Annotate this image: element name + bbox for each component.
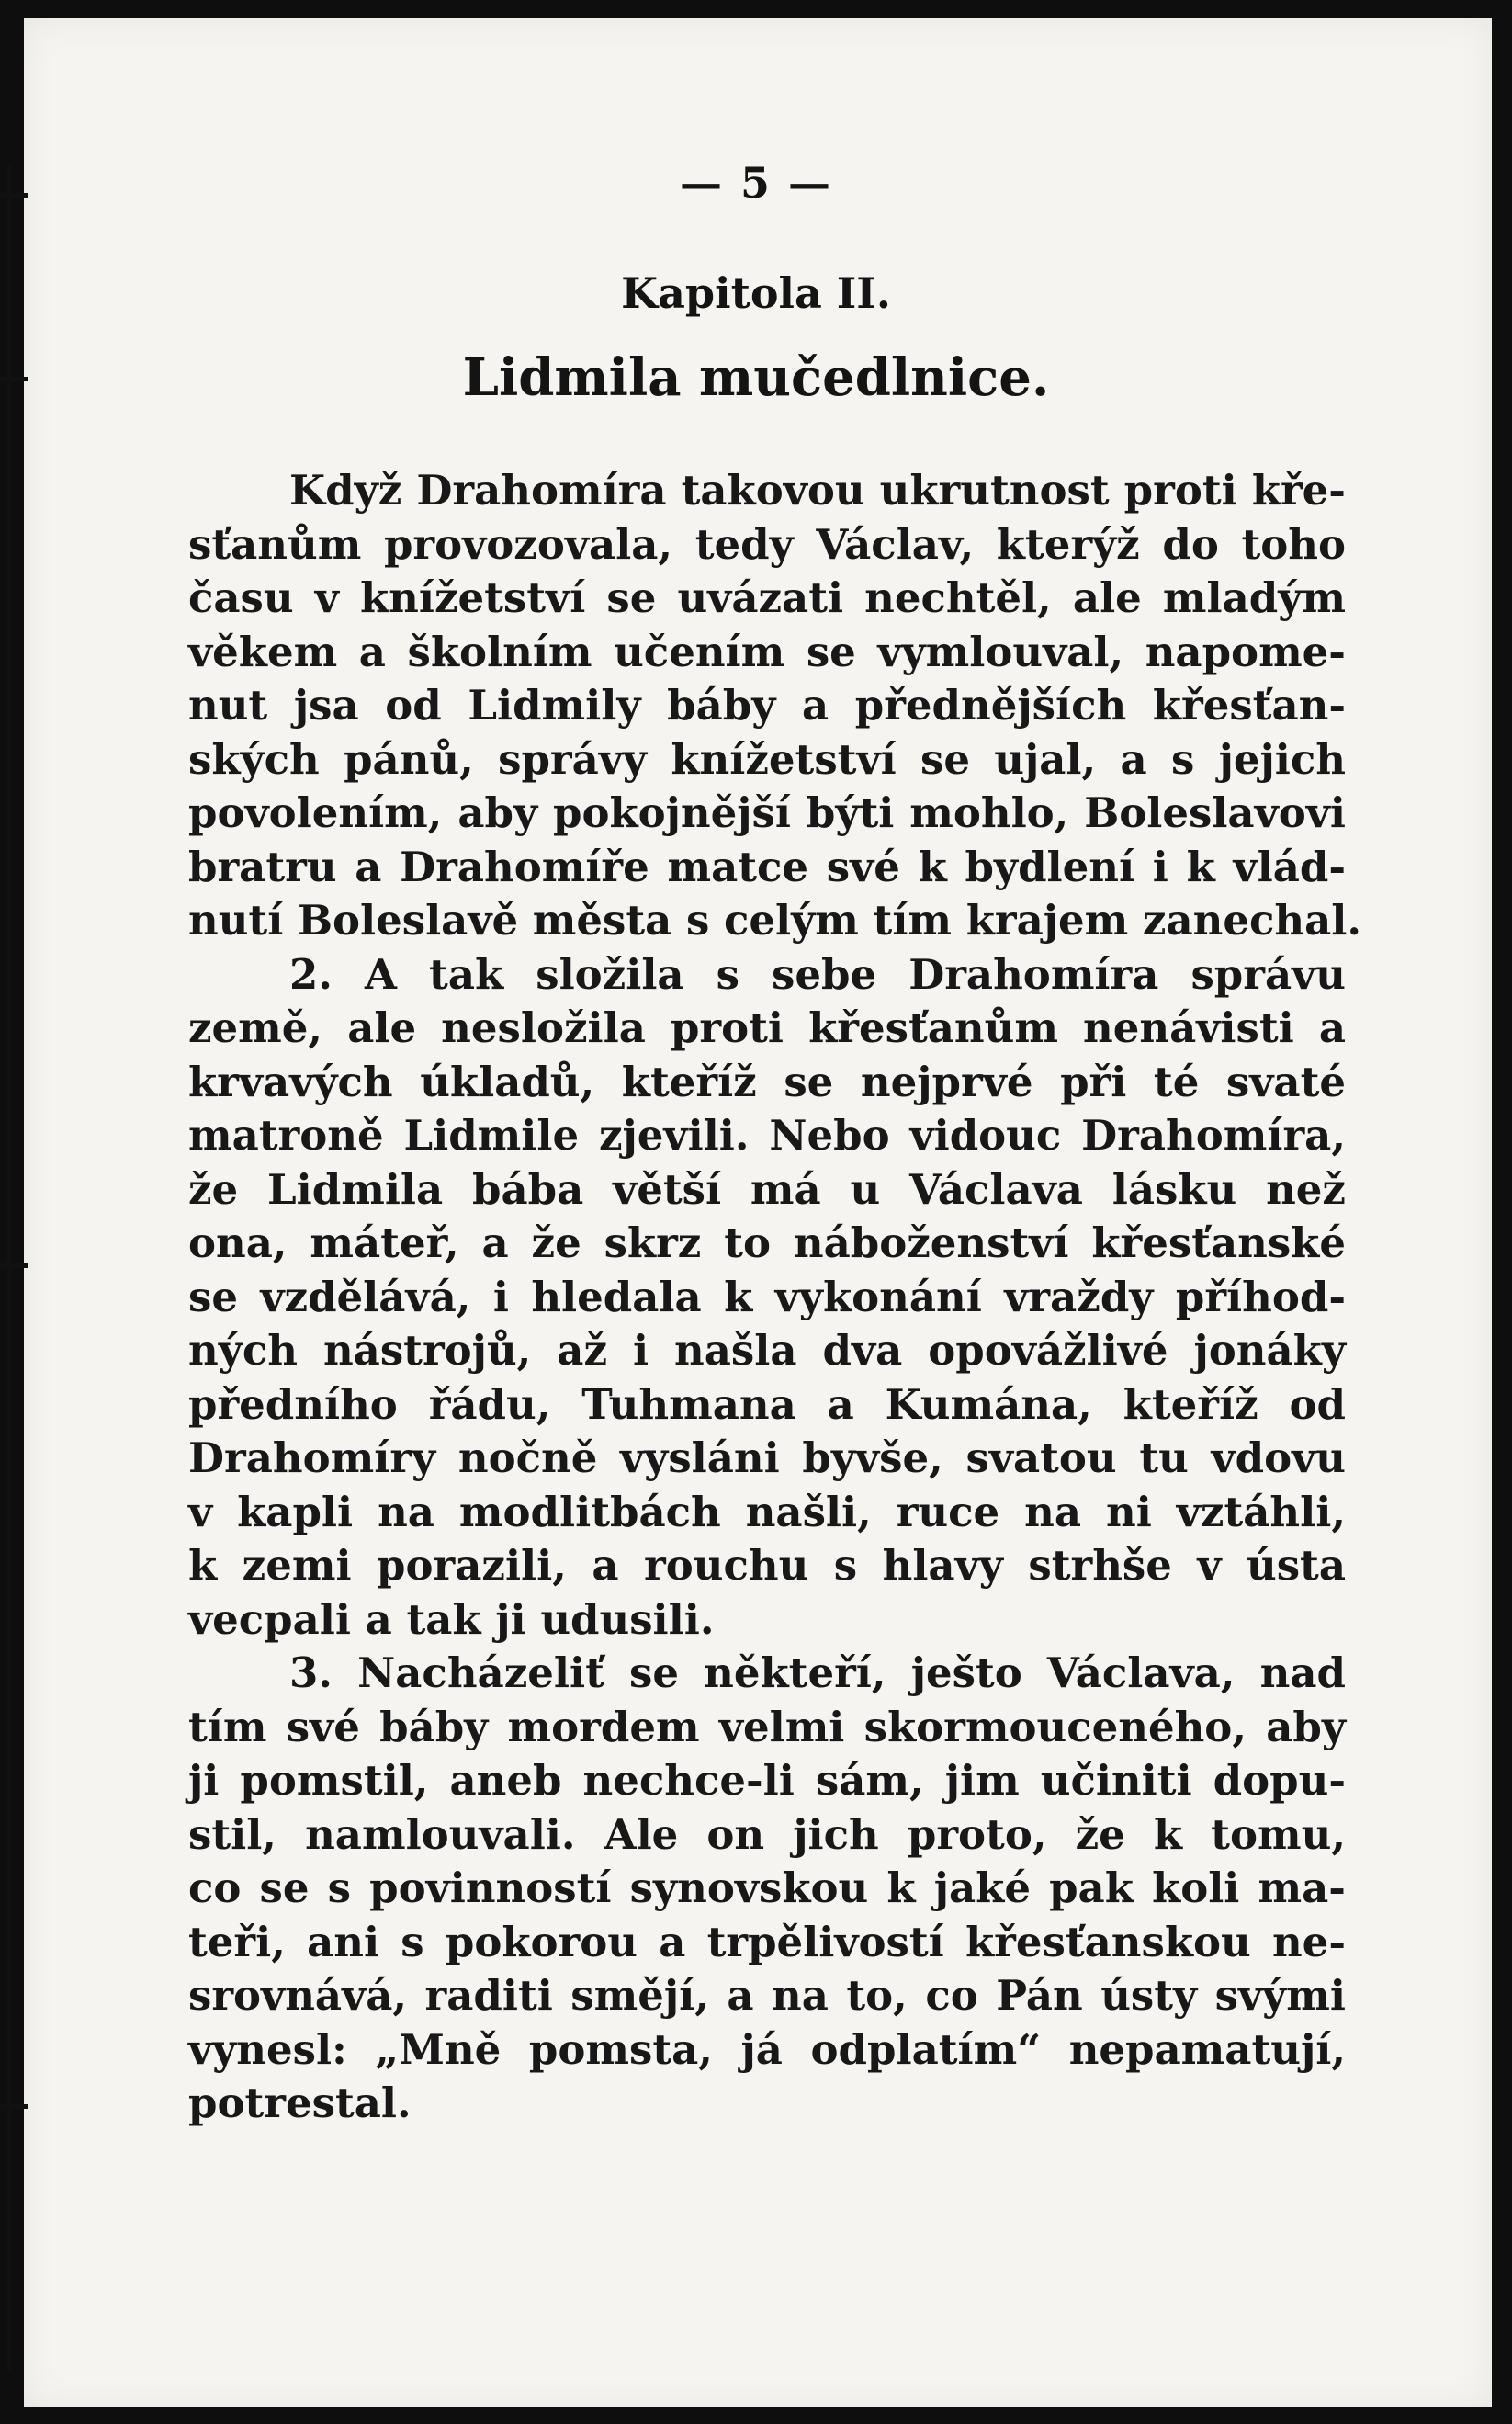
text-line: matroně Lidmile zjevili. Nebo vidouc Drahomíra, (188, 1111, 1346, 1160)
chapter-label: Kapitola II. (621, 268, 891, 318)
text-line: sťanům provozovala, tedy Václav, kterýž do toho (188, 519, 1346, 569)
text-line: že Lidmila bába větší má u Václava lásku než (188, 1164, 1346, 1214)
text-line: potrestal. (188, 2079, 412, 2127)
text-line: Drahomíry nočně vysláni byvše, svatou tu vdovu (188, 1433, 1346, 1482)
text-line: země, ale nesložila proti křesťanům nenávisti a (188, 1003, 1346, 1052)
text-line: ných nástrojů, až i našla dva opovážlivé jonáky (188, 1326, 1346, 1375)
text-line: teři, ani s pokorou a trpělivostí křesťanskou ne- (188, 1917, 1346, 1966)
text-line: krvavých úkladů, kteříž se nejprvé při té svaté (188, 1057, 1346, 1106)
text-line: ských pánů, správy knížetství se ujal, a s jejich (188, 734, 1346, 784)
text-line: se vzdělává, i hledala k vykonání vraždy příhod- (188, 1272, 1346, 1321)
text-line: tím své báby mordem velmi skormouceného, aby (188, 1702, 1346, 1751)
page-edge-tick (0, 1263, 28, 1268)
text-line: 3. Nacházeliť se někteří, ješto Václava, nad (289, 1648, 1346, 1697)
paragraph-2 (188, 948, 1346, 1648)
text-line: ona, máteř, a že skrz to náboženství křesťanské (188, 1218, 1346, 1267)
paragraph-1 (188, 464, 1362, 948)
page-number: — 5 — (679, 158, 833, 208)
text-line: povolením, aby pokojnější býti mohlo, Boleslavovi (188, 788, 1346, 837)
text-line: v kapli na modlitbách našli, ruce na ni vztáhli, (188, 1487, 1346, 1536)
text-line: stil, namlouvali. Ale on jich proto, že k tomu, (188, 1809, 1346, 1859)
text-line: k zemi porazili, a rouchu s hlavy strhše v ústa (188, 1541, 1346, 1590)
page-edge-tick (0, 2104, 28, 2109)
paragraph-3 (188, 1647, 1346, 2131)
text-line: 2. A tak složila s sebe Drahomíra správu (289, 949, 1346, 999)
page-edge-line (7, 165, 11, 2371)
text-line: nutí Boleslavě města s celým tím krajem zanechal. (188, 896, 1362, 945)
text-line: věkem a školním učením se vymlouval, napome- (188, 627, 1346, 676)
chapter-title: Lidmila mučedlnice. (462, 347, 1050, 408)
text-line: vecpali a tak ji udusili. (188, 1594, 715, 1644)
text-line: bratru a Drahomíře matce své k bydlení i k vlád- (188, 842, 1346, 891)
text-line: ji pomstil, aneb nechce-li sám, jim učiniti dopu- (188, 1756, 1346, 1805)
text-line: času v knížetství se uvázati nechtěl, ale mladým (188, 573, 1346, 622)
text-line: srovnává, raditi smějí, a na to, co Pán ústy svými (188, 1971, 1346, 2020)
text-line: Když Drahomíra takovou ukrutnost proti kře- (289, 466, 1346, 515)
text-line: nut jsa od Lidmily báby a přednějších křesťan- (188, 681, 1346, 730)
body-text (188, 464, 1362, 2131)
text-line: vynesl: „Mně pomsta, já odplatím“ nepamatují, (188, 2024, 1346, 2074)
text-line: předního řádu, Tuhmana a Kumána, kteříž od (188, 1379, 1346, 1429)
text-line: co se s povinností synovskou k jaké pak koli ma- (188, 1863, 1346, 1912)
